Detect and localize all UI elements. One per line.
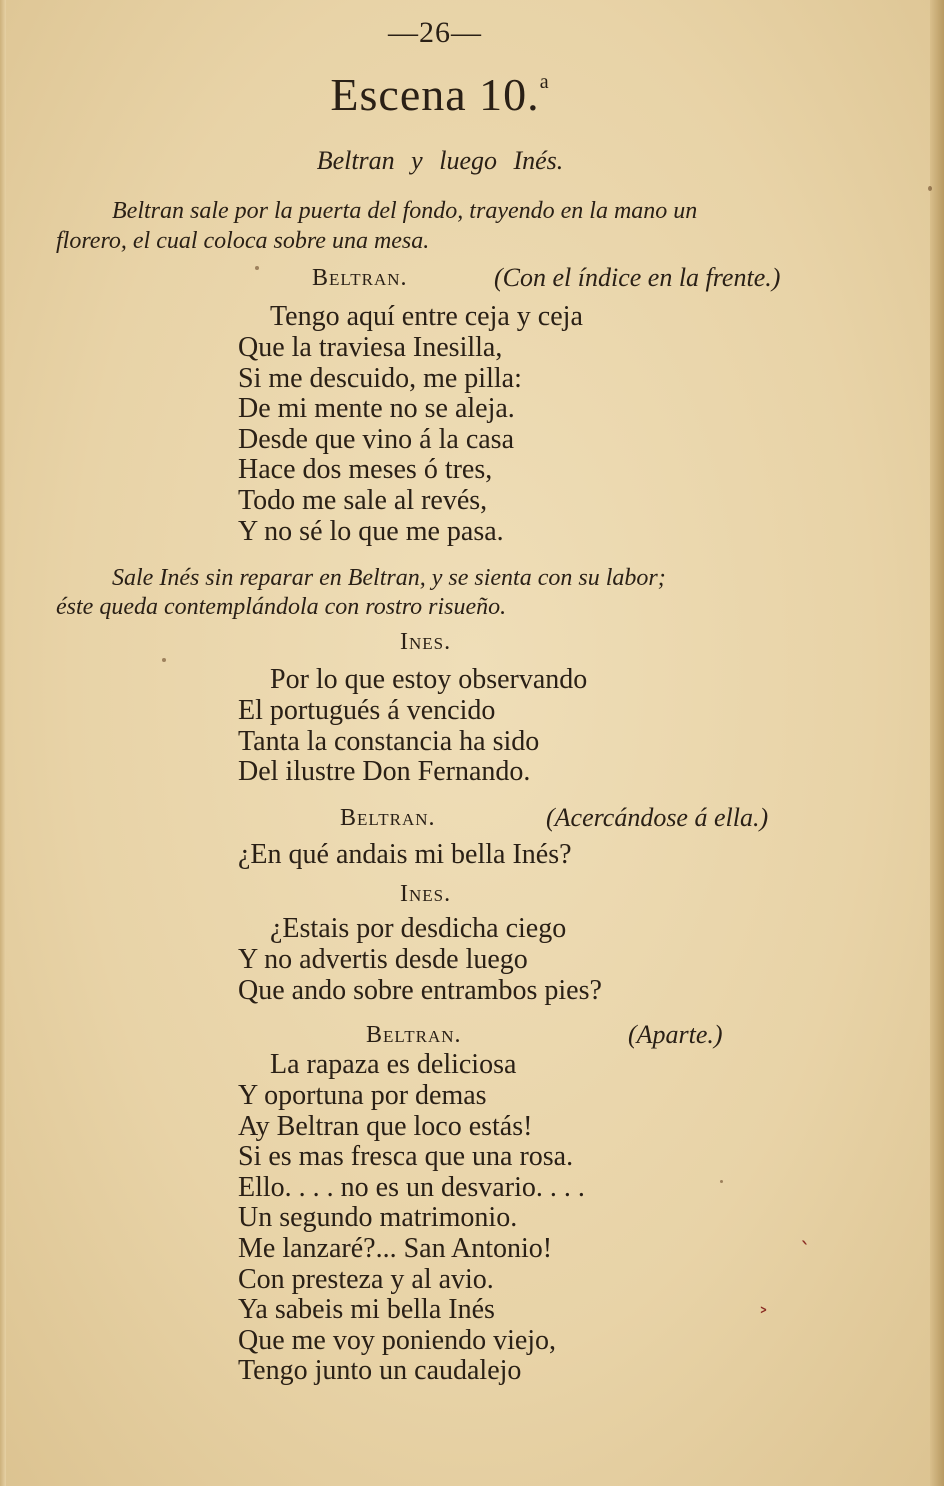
verse-block-4 [270, 914, 566, 945]
verse-line: Que me voy poniendo viejo, [238, 1324, 557, 1356]
speaker-row-beltran-1 [0, 262, 900, 294]
verse-line: De mi mente no se aleja. [238, 393, 515, 425]
speaker-aside: (Con el índice en la frente.) [494, 263, 781, 292]
scene-title [0, 68, 880, 121]
verse-line: Si es mas fresca que una rosa. [238, 1141, 574, 1173]
verse-line: ¿En qué andais mi bella Inés? [238, 839, 572, 870]
paper-speck [928, 186, 932, 191]
verse-line: Un segundo matrimonio. [238, 1202, 518, 1234]
stage-direction-opening-line2: florero, el cual coloca sobre una mesa. [56, 228, 430, 254]
verse-block-3 [238, 840, 572, 871]
page-number: —26— [388, 16, 482, 49]
speaker-row-beltran-3 [0, 1019, 900, 1051]
verse-line: Que ando sobre entrambos pies? [238, 974, 602, 1006]
verse-line: Hace dos meses ó tres, [238, 454, 493, 486]
verse-line: Ay Beltran que loco estás! [238, 1110, 533, 1142]
verse-line: Con presteza y al avio. [238, 1263, 494, 1295]
verse-line: Que la traviesa Inesilla, [238, 332, 503, 363]
verse-line: Del ilustre Don Fernando. [238, 756, 531, 788]
verse-line: Todo me sale al revés, [238, 484, 488, 516]
verse-line: Y oportuna por demas [238, 1080, 487, 1111]
verse-block-2 [270, 665, 587, 696]
scene-title-text: Escena 10. [330, 69, 540, 120]
verse-line: Desde que vino á la casa [238, 423, 514, 455]
speaker-name: Beltran. [312, 265, 408, 291]
verse-line: Por lo que estoy observando [270, 664, 588, 695]
scene-title-superscript: a [539, 71, 550, 93]
verse-block-5 [270, 1050, 516, 1081]
speaker-row-beltran-2 [0, 802, 900, 834]
stage-direction-ines-line2: éste queda contemplándola con rostro risueño. [56, 594, 507, 620]
verse-block-4-cont [238, 945, 602, 1006]
paper-speck [720, 1180, 723, 1183]
speaker-name: Beltran. [340, 805, 436, 831]
paper-speck [162, 658, 166, 662]
scene-characters: Beltran y luego Inés. [316, 146, 564, 175]
margin-ink-mark: ˎ [800, 1220, 811, 1245]
page-right-edge [930, 0, 944, 1486]
verse-line: Me lanzaré?... San Antonio! [238, 1232, 553, 1264]
verse-line: La rapaza es deliciosa [270, 1049, 517, 1080]
verse-line: Tengo aquí entre ceja y ceja [270, 301, 583, 332]
verse-block-5-cont [238, 1081, 585, 1387]
margin-ink-mark: ˃ [758, 1306, 769, 1331]
verse-block-1-cont [238, 333, 522, 547]
verse-line: Y no advertis desde luego [238, 944, 528, 975]
verse-line: Ya sabeis mi bella Inés [238, 1294, 495, 1326]
paper-speck [255, 266, 259, 270]
speaker-name: Ines. [400, 629, 452, 655]
speaker-aside: (Aparte.) [628, 1020, 723, 1049]
stage-direction-ines-line1: Sale Inés sin reparar en Beltran, y se sienta con su labor; [112, 565, 666, 591]
verse-line: Si me descuido, me pilla: [238, 362, 522, 394]
verse-block-1 [270, 302, 583, 333]
verse-line: Tengo junto un caudalejo [238, 1355, 522, 1387]
speaker-name: Ines. [400, 881, 452, 907]
page-left-edge [0, 0, 6, 1486]
verse-block-2-cont [238, 696, 539, 788]
verse-line: El portugués á vencido [238, 695, 496, 726]
speaker-row-ines-1 [0, 626, 900, 658]
speaker-name: Beltran. [366, 1022, 462, 1048]
speaker-aside: (Acercándose á ella.) [546, 803, 769, 832]
verse-line: Ello. . . . no es un desvario. . . . [238, 1171, 585, 1203]
verse-line: Y no sé lo que me pasa. [238, 515, 504, 547]
stage-direction-opening-line1: Beltran sale por la puerta del fondo, trayendo en la mano un [112, 198, 698, 224]
speaker-row-ines-2 [0, 878, 900, 910]
verse-line: Tanta la constancia ha sido [238, 725, 540, 757]
verse-line: ¿Estais por desdicha ciego [270, 913, 567, 944]
